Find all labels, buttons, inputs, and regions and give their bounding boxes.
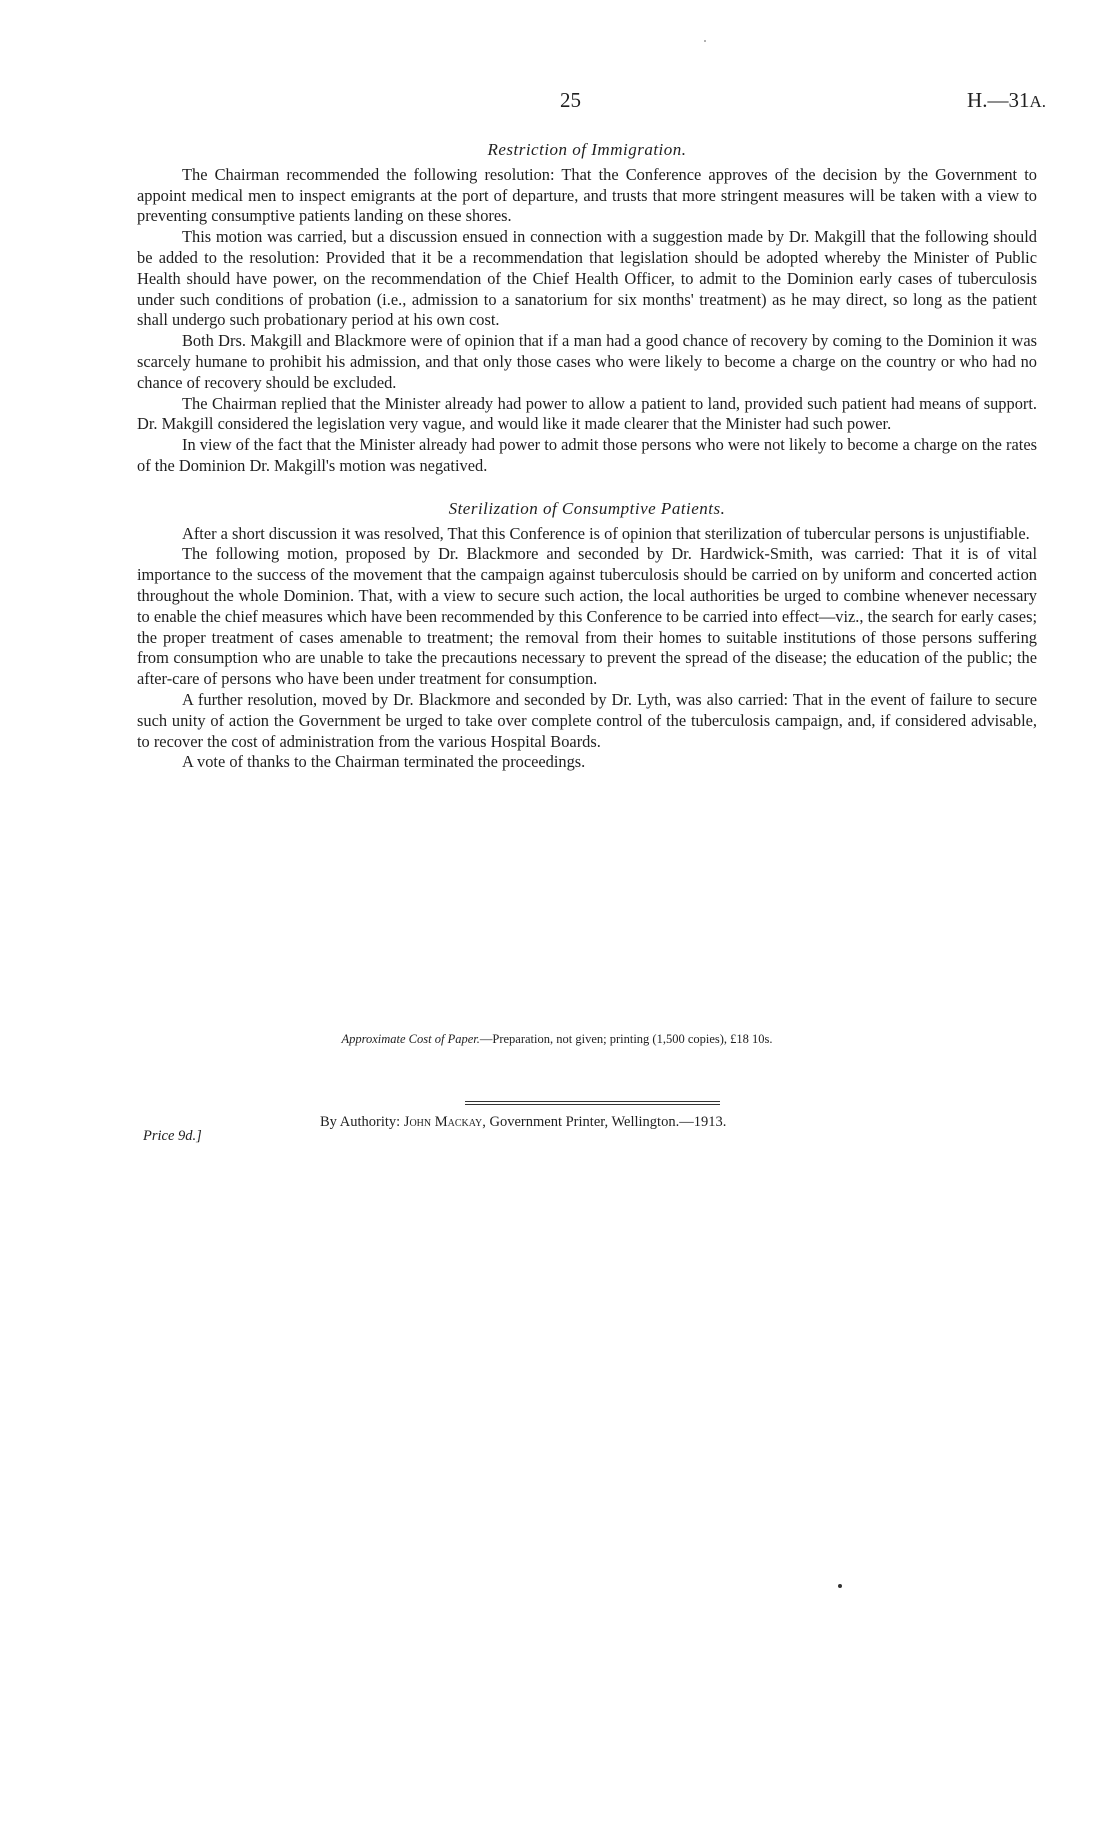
document-reference-main: H.—31 — [967, 88, 1030, 112]
paragraph: In view of the fact that the Minister already had power to admit those persons who were not likely to become a charge on the rates of the Dominion Dr. Makgill's motion was negatived. — [137, 435, 1037, 475]
document-reference-suffix: A. — [1029, 92, 1046, 111]
paragraph: A further resolution, moved by Dr. Blackmore and seconded by Dr. Lyth, was also carried: That in the event of failure to secure such unity of action the Government be urged to take over complete control of the tuberculosis campaign, and, if considered advisable, to recover the cost of administration from the various Hospital Boards. — [137, 689, 1037, 751]
paragraph: After a short discussion it was resolved, That this Conference is of opinion that sterilization of tubercular persons is unjustifiable. — [182, 523, 1030, 543]
page-header — [0, 88, 1114, 118]
authority-prefix: By Authority: — [320, 1114, 404, 1130]
scan-speck — [838, 1584, 842, 1588]
scan-speck — [704, 40, 706, 42]
paragraph: A vote of thanks to the Chairman terminated the proceedings. — [182, 752, 586, 772]
printer-name: John Mackay — [403, 1114, 483, 1130]
cost-label: Approximate Cost of Paper. — [341, 1032, 480, 1046]
cost-text: —Preparation, not given; printing (1,500 copies), £18 10s. — [479, 1032, 773, 1046]
paragraph: Both Drs. Makgill and Blackmore were of opinion that if a man had a good chance of recovery by coming to the Dominion it was scarcely humane to prohibit his admission, and that only those cases who were likely to become a charge on the country or who had no chance of recovery should be excluded. — [137, 331, 1037, 392]
printer-authority — [320, 1114, 726, 1131]
section-heading-immigration: Restriction of Immigration. — [487, 140, 687, 159]
section-heading-sterilization: Sterilization of Consumptive Patients. — [448, 498, 726, 518]
cost-note — [0, 1032, 1114, 1047]
divider-rule — [465, 1101, 720, 1102]
price-note: Price 9d.] — [143, 1128, 202, 1144]
paragraph: The Chairman recommended the following resolution: That the Conference approves of the decision by the Government to appoint medical men to inspect emigrants at the port of departure, and trusts that more stringent measures will be taken with a view to preventing consumptive patients landing on these shores. — [137, 164, 1037, 226]
paragraph: The following motion, proposed by Dr. Blackmore and seconded by Dr. Hardwick-Smith, was carried: That it is of vital importance to the success of the movement that the campaign against tuberculosis should be carried on by uniform and concerted action throughout the whole Dominion. That, with a view to secure such action, the local authorities be urged to combine whenever necessary to enable the chief measures which have been recommended by this Conference to be carried into effect—viz., the search for early cases; the proper treatment of cases amenable to treatment; the removal from their homes to suitable institutions of those persons suffering from consumption who are unable to take the precautions necessary to prevent the spread of the disease; the education of the public; the after-care of persons who have been under treatment for consumption. — [137, 544, 1037, 689]
divider-rule — [465, 1104, 720, 1105]
paragraph: The Chairman replied that the Minister already had power to allow a patient to land, provided such patient had means of support. Dr. Makgill considered the legislation very vague, and would like it made clearer that the Minister had such power. — [137, 393, 1037, 434]
paragraph: This motion was carried, but a discussion ensued in connection with a suggestion made by Dr. Makgill that the following should be added to the resolution: Provided that it be a recommendation that legislation should be adopted whereby the Minister of Public Health should have power, on the recommendation of the Chief Health Officer, to admit to the Dominion early cases of tuberculosis under such conditions of probation (i.e., admission to a sanatorium for six months' treatment) as he may direct, so long as the patient shall undergo such probationary period at his own cost. — [137, 227, 1037, 330]
document-reference — [967, 88, 1046, 113]
authority-suffix: , Government Printer, Wellington.—1913. — [482, 1114, 727, 1130]
page-number: 25 — [560, 88, 581, 112]
document-body — [137, 140, 1037, 773]
